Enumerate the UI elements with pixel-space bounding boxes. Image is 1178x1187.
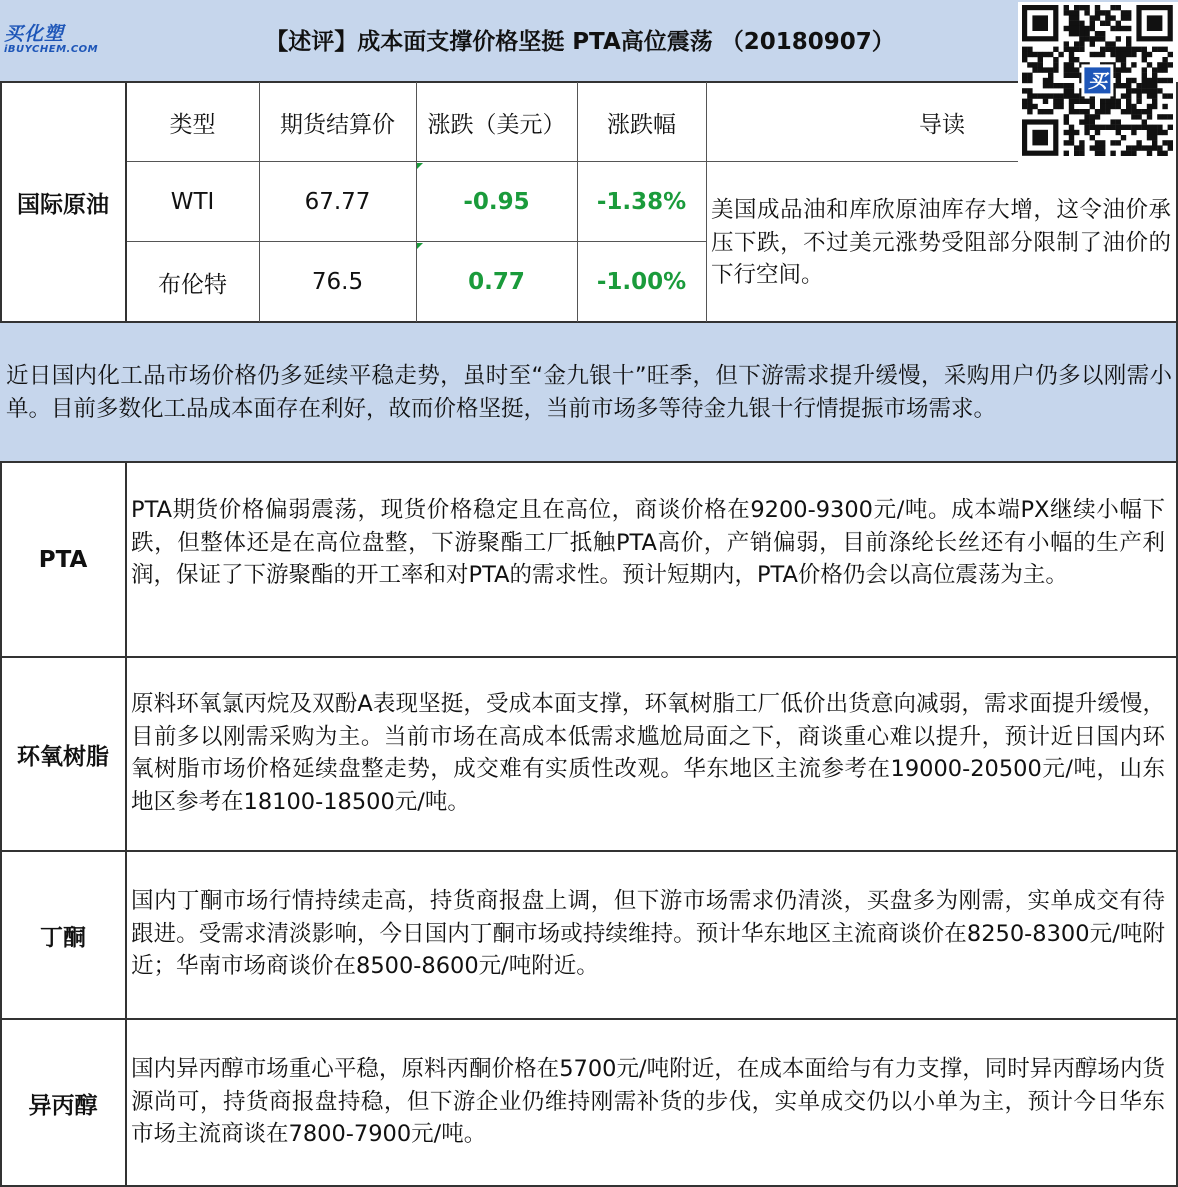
grid-line bbox=[706, 82, 707, 322]
wti-change: -0.95 bbox=[463, 189, 530, 215]
cell-marker bbox=[417, 243, 423, 249]
brand-logo[interactable] bbox=[4, 24, 124, 60]
brent-settle: 76.5 bbox=[311, 269, 364, 295]
product-text-pta: PTA期货价格偏弱震荡，现货价格稳定且在高位，商谈价格在9200-9300元/吨。成本端PX继续小幅下跌，但整体还是在高位盘整，下游聚酯工厂抵触PTA高价，产销偏弱，目前涤纶长丝还有小幅的生产利润，保证了下游聚酯的开工率和对PTA的需求性。预计短期内，PTA价格仍会以高位震荡为主。 bbox=[131, 497, 1165, 588]
crude-row-label: 国际原油 bbox=[17, 191, 109, 218]
wti-pct: -1.38% bbox=[596, 189, 687, 215]
grid-line bbox=[416, 82, 417, 322]
cell-marker bbox=[417, 163, 423, 169]
logo-domain: iBUYCHEM.COM bbox=[4, 44, 99, 55]
grid-line bbox=[259, 82, 260, 322]
grid-line bbox=[0, 81, 1018, 83]
logo-wordmark: 买化塑 bbox=[4, 23, 65, 45]
product-label-pta: PTA bbox=[38, 546, 88, 573]
col-header-guide bbox=[706, 82, 1178, 162]
grid-line bbox=[0, 321, 1178, 323]
wti-settle: 67.77 bbox=[304, 189, 371, 215]
col-header-guide-label: 导读 bbox=[919, 111, 965, 138]
product-label-ipa: 异丙醇 bbox=[28, 1092, 98, 1119]
col-header-pct: 涨跌幅 bbox=[607, 111, 676, 138]
col-header-settle: 期货结算价 bbox=[280, 111, 395, 138]
grid-line bbox=[0, 82, 2, 322]
col-header-type: 类型 bbox=[169, 111, 216, 138]
grid-line bbox=[0, 850, 1178, 852]
product-text-ipa: 国内异丙醇市场重心平稳，原料丙酮价格在5700元/吨附近，在成本面给与有力支撑，同时异丙醇场内货源尚可，持货商报盘持稳，但下游企业仍维持刚需补货的步伐，实单成交仍以小单为主，预计今日华东市场主流商谈在7800-7900元/吨。 bbox=[131, 1056, 1165, 1147]
market-summary: 近日国内化工品市场价格仍多延续平稳走势，虽时至“金九银十”旺季，但下游需求提升缓慢，采购用户仍多以刚需小单。目前多数化工品成本面存在利好，故而价格坚挺，当前市场多等待金九银十行情提振市场需求。 bbox=[6, 363, 1172, 422]
brent-pct: -1.00% bbox=[596, 269, 687, 295]
product-text-epoxy: 原料环氧氯丙烷及双酚A表现坚挺，受成本面支撑，环氧树脂工厂低价出货意向减弱，需求面提升缓慢，目前多以刚需采购为主。当前市场在高成本低需求尴尬局面之下，商谈重心难以提升，预计近日国内环氧树脂市场价格延续盘整走势，成交难有实质性改观。华东地区主流参考在19000-20500元/吨，山东地区参考在18100-18500元/吨。 bbox=[131, 691, 1165, 815]
grid-line bbox=[0, 656, 1178, 658]
crude-guide-text: 美国成品油和库欣原油库存大增，这令油价承压下跌，不过美元涨势受阻部分限制了油价的下行空间。 bbox=[711, 197, 1171, 288]
product-text-mek: 国内丁酮市场行情持续走高，持货商报盘上调，但下游市场需求仍清淡，买盘多为刚需，实单成交有待跟进。受需求清淡影响，今日国内丁酮市场或持续维持。预计华东地区主流商谈价在8250-8300元/吨附近；华南市场商谈价在8500-8600元/吨附近。 bbox=[131, 888, 1165, 979]
brent-type: 布伦特 bbox=[158, 271, 227, 298]
grid-line bbox=[0, 462, 2, 1187]
brent-change: 0.77 bbox=[468, 269, 525, 295]
product-label-epoxy: 环氧树脂 bbox=[17, 743, 109, 770]
wti-type: WTI bbox=[170, 189, 215, 215]
grid-line bbox=[125, 462, 127, 1187]
grid-line bbox=[125, 82, 127, 322]
grid-line bbox=[0, 1018, 1178, 1020]
product-label-mek: 丁酮 bbox=[40, 924, 86, 951]
qr-center-logo: 买 bbox=[1087, 70, 1107, 93]
page-title: 【述评】成本面支撑价格坚挺 PTA高位震荡 （20180907） bbox=[265, 29, 895, 55]
grid-line bbox=[0, 461, 1178, 463]
grid-line bbox=[577, 82, 578, 322]
col-header-change: 涨跌（美元） bbox=[427, 111, 566, 138]
